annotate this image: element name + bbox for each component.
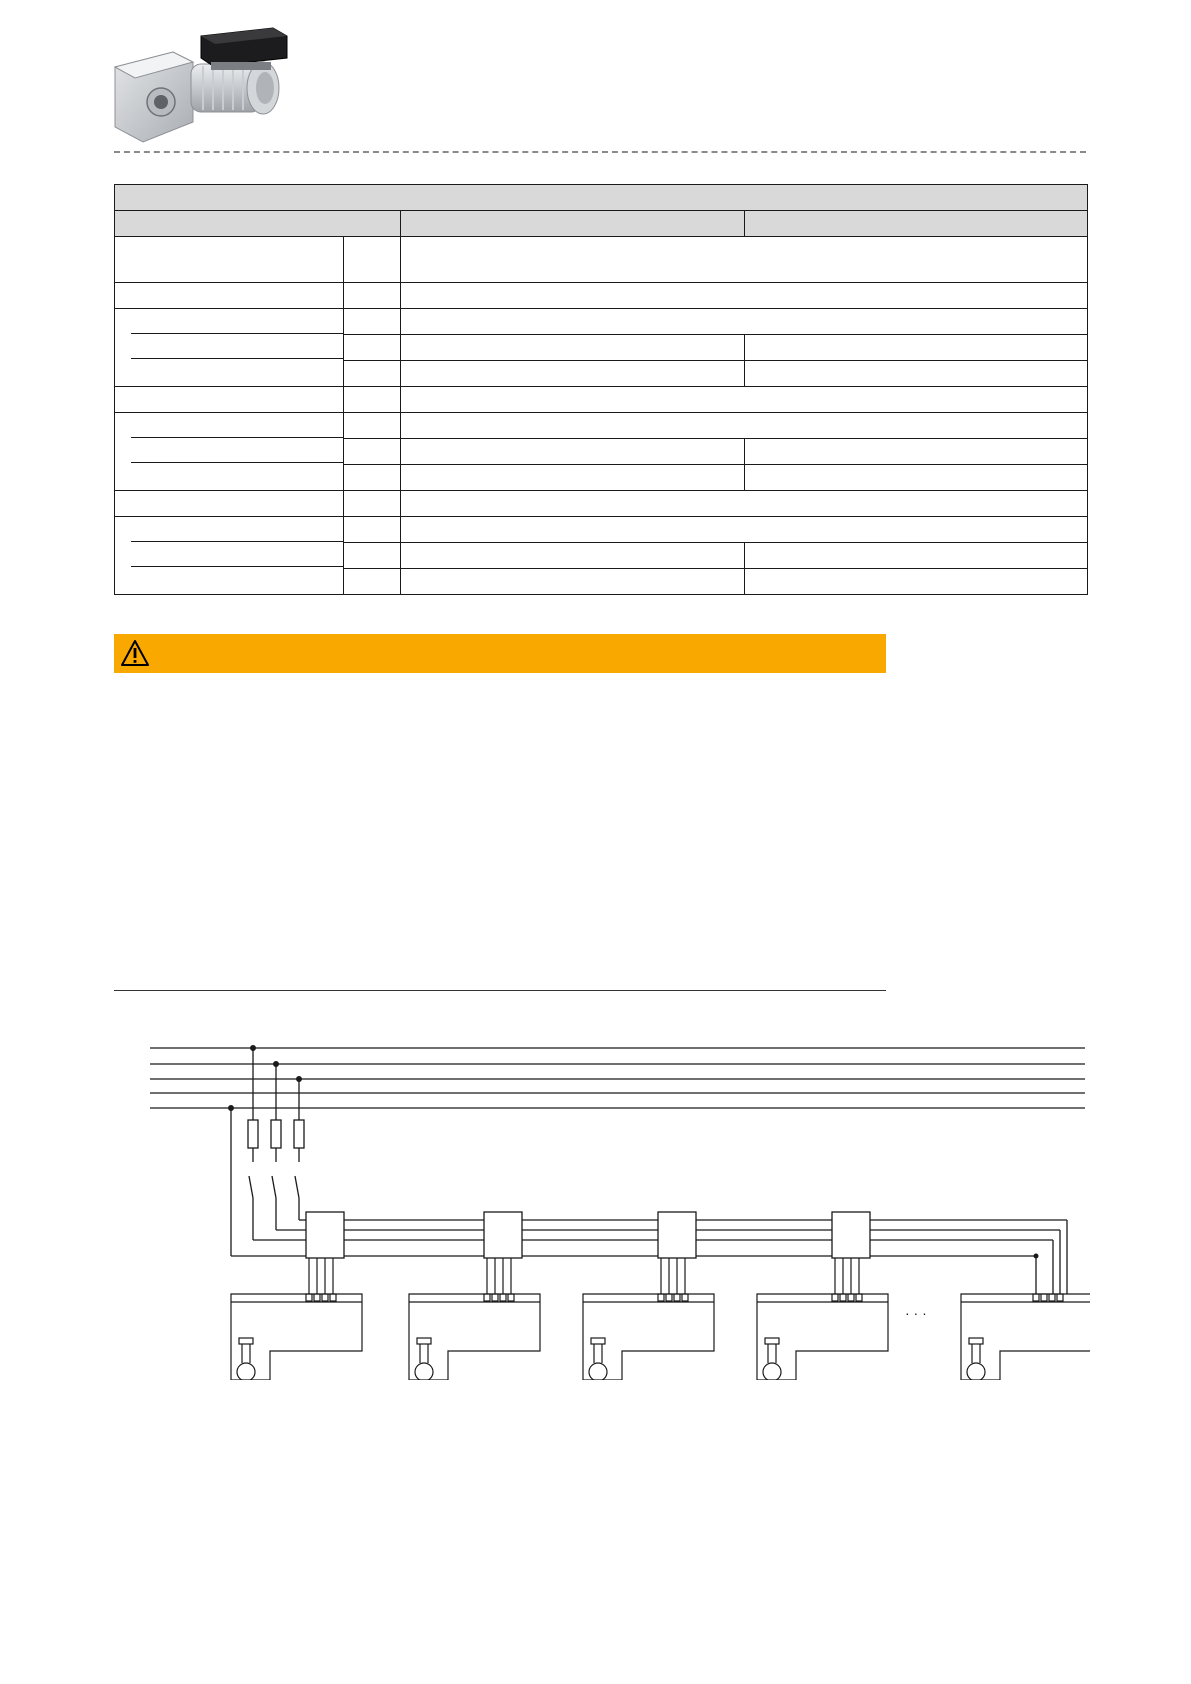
row-group-label <box>115 309 344 387</box>
table-header-row <box>115 211 1088 237</box>
drive-unit <box>409 1258 540 1380</box>
row-label <box>131 309 343 334</box>
row-value-b <box>745 335 1088 361</box>
junction-box <box>484 1212 522 1258</box>
row-unit <box>344 543 401 569</box>
row-label <box>115 283 344 309</box>
header-separator <box>114 151 1086 153</box>
row-label <box>131 517 343 542</box>
row-value-b <box>745 569 1088 595</box>
drive-unit <box>231 1258 362 1380</box>
fuse <box>294 1120 304 1148</box>
row-label <box>115 387 344 413</box>
geared-motor-product-image <box>113 22 298 147</box>
row-value-a <box>401 569 745 595</box>
row-unit <box>344 361 401 387</box>
table-title <box>115 185 1088 211</box>
row-value <box>401 387 1088 413</box>
junction-box <box>832 1212 870 1258</box>
row-label <box>131 567 343 591</box>
spec-table <box>114 184 1088 595</box>
row-label <box>131 359 343 383</box>
column-header <box>745 211 1088 237</box>
table-row <box>115 517 1088 543</box>
column-header <box>115 211 401 237</box>
wiring-diagram <box>140 1040 1090 1380</box>
row-unit <box>344 413 401 439</box>
row-unit <box>344 309 401 335</box>
table-row <box>115 413 1088 439</box>
row-value <box>401 413 1088 439</box>
row-value-a <box>401 439 745 465</box>
row-unit <box>344 387 401 413</box>
row-value <box>401 309 1088 335</box>
row-value-a <box>401 465 745 491</box>
row-group-label <box>115 517 344 595</box>
row-value <box>401 491 1088 517</box>
fuse <box>248 1120 258 1148</box>
row-value-b <box>745 439 1088 465</box>
row-unit <box>344 569 401 595</box>
row-value-b <box>745 543 1088 569</box>
row-label <box>131 438 343 463</box>
drive-unit <box>961 1294 1090 1380</box>
row-label <box>115 237 344 283</box>
table-row <box>115 309 1088 335</box>
table-row <box>115 283 1088 309</box>
row-label <box>131 542 343 567</box>
warning-triangle-icon <box>120 639 150 667</box>
table-row <box>115 237 1088 283</box>
row-value-a <box>401 335 745 361</box>
row-group-label <box>115 413 344 491</box>
row-unit <box>344 335 401 361</box>
section-rule <box>114 990 886 991</box>
row-label <box>131 413 343 438</box>
drive-unit <box>583 1258 714 1380</box>
row-unit <box>344 465 401 491</box>
table-row <box>115 491 1088 517</box>
table-title-row <box>115 185 1088 211</box>
junction-box <box>658 1212 696 1258</box>
row-label <box>131 334 343 359</box>
row-unit <box>344 237 401 283</box>
row-label <box>131 463 343 487</box>
fuse <box>271 1120 281 1148</box>
row-label <box>115 491 344 517</box>
row-value <box>401 237 1088 283</box>
warning-bar <box>114 634 886 673</box>
column-header <box>401 211 745 237</box>
table-row <box>115 387 1088 413</box>
row-unit <box>344 439 401 465</box>
drive-unit <box>757 1258 888 1380</box>
row-value <box>401 283 1088 309</box>
ellipsis-label: · · · <box>905 1305 927 1321</box>
row-value-b <box>745 465 1088 491</box>
row-value-a <box>401 361 745 387</box>
row-value <box>401 517 1088 543</box>
row-value-b <box>745 361 1088 387</box>
row-unit <box>344 283 401 309</box>
junction-box <box>306 1212 344 1258</box>
row-unit <box>344 491 401 517</box>
row-unit <box>344 517 401 543</box>
row-value-a <box>401 543 745 569</box>
